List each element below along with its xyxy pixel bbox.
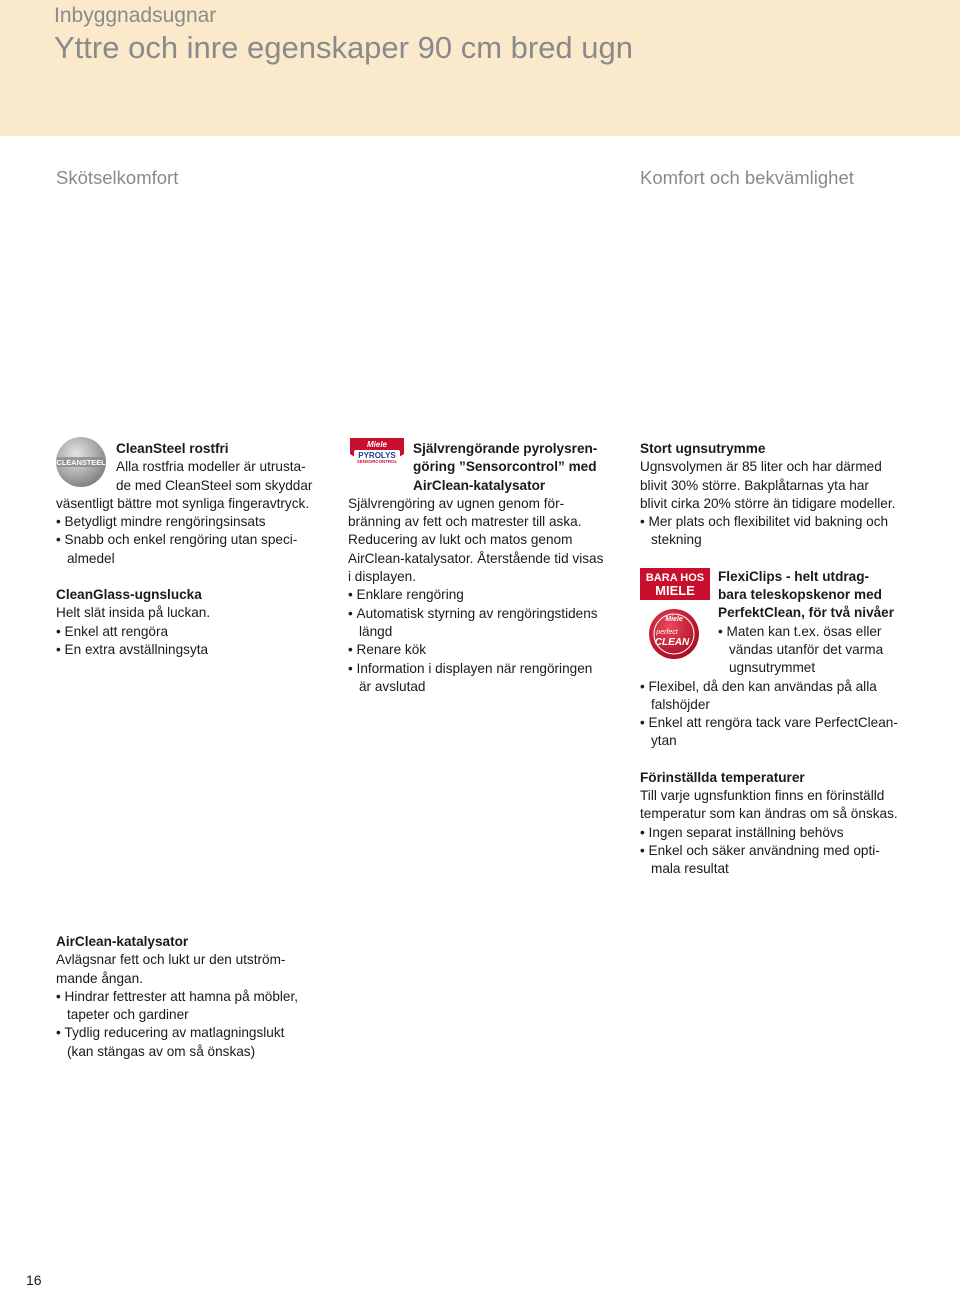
cleansteel-heading: CleanSteel rostfri <box>116 441 229 456</box>
pyrolysis-heading-3: AirClean-katalysator <box>413 477 546 493</box>
pyrolysis-heading-2: göring ”Sensorcontrol” med <box>413 459 597 475</box>
bullet-continuation: längd <box>359 623 393 639</box>
bullet-item: • Renare kök <box>348 641 618 659</box>
airclean-text-1: Avlägsnar fett och lukt ur den utström- <box>56 952 286 968</box>
perfect-clean-miele-text: Miele <box>665 616 683 623</box>
miele-text: MIELE <box>655 583 695 598</box>
bullet-continuation: (kan stängas av om så önskas) <box>67 1043 256 1059</box>
pyrolysis-text-1: Självrengöring av ugnen genom för- <box>348 495 565 511</box>
preset-temperatures-text-1: Till varje ugnsfunktion finns en förinställd <box>640 788 885 804</box>
preset-temperatures-text-2: temperatur som kan ändras om så önskas. <box>640 806 898 822</box>
column-care-comfort <box>56 440 336 659</box>
bullet-item: • Flexibel, då den kan användas på alla <box>640 678 940 696</box>
bullet-continuation: falshöjder <box>651 696 710 712</box>
oven-space-heading: Stort ugnsutrymme <box>640 441 766 456</box>
pyrolysis-text-3: Reducering av lukt och matos genom <box>348 532 573 548</box>
bullet-item: • Snabb och enkel rengöring utan speci- <box>56 531 336 549</box>
bullet-item: • Enklare rengöring <box>348 586 618 604</box>
flexiclips-heading-2: bara teleskopskenor med <box>718 587 882 603</box>
section-heading-right: Komfort och bekvämlighet <box>640 167 854 188</box>
bullet-continuation: tapeter och gardiner <box>67 1007 189 1023</box>
flexiclips-heading-1: FlexiClips - helt utdrag- <box>718 568 870 584</box>
column-pyrolysis <box>348 440 618 696</box>
pyrolysis-text-4: AirClean-katalysator. Återstående tid visas <box>348 550 604 566</box>
bullet-item: • Maten kan t.ex. ösas eller <box>640 623 940 641</box>
bullet-continuation: mala resultat <box>651 861 729 877</box>
cleanglass-heading: CleanGlass-ugnslucka <box>56 587 202 603</box>
pyrolysis-heading-1: Självrengörande pyrolysren- <box>413 441 598 456</box>
cleanglass-text: Helt slät insida på luckan. <box>56 605 211 621</box>
bullet-continuation: ugnsutrymmet <box>729 660 816 676</box>
sensorcontrol-wordmark: SENSORCONTROL <box>356 459 398 464</box>
header-kicker: Inbyggnadsugnar <box>54 4 217 27</box>
page-number: 16 <box>26 1272 42 1288</box>
bullet-item: • Information i displayen när rengöringen <box>348 660 618 678</box>
bullet-item: • Ingen separat inställning behövs <box>640 824 940 842</box>
oven-space-text-3: blivit cirka 20% större än tidigare modeller. <box>640 495 896 511</box>
bullet-continuation: vändas utanför det varma <box>729 641 884 657</box>
oven-space-text-2: blivit 30% större. Bakplåtarnas yta har <box>640 477 869 493</box>
airclean-heading: AirClean-katalysator <box>56 934 189 949</box>
cleansteel-text-3: väsentligt bättre mot synliga fingeravtryck. <box>56 495 310 511</box>
pyrolysis-text-2: bränning av fett och matrester till aska. <box>348 514 582 530</box>
bullet-item: • Enkel att rengöra tack vare PerfectClean- <box>640 714 940 732</box>
aircl-block <box>56 933 336 1061</box>
bullet-item: • Enkel och säker användning med opti- <box>640 842 940 860</box>
bullet-item: • Automatisk styrning av rengöringstidens <box>348 605 618 623</box>
bara-hos-text: BARA HOS <box>645 572 705 584</box>
page-header <box>0 0 960 136</box>
bullet-item: • Tydlig reducering av matlagningslukt <box>56 1024 336 1042</box>
bullet-item: • Betydligt mindre rengöringsinsats <box>56 513 336 531</box>
cleansteel-text-2: de med CleanSteel som skyddar <box>116 477 313 493</box>
page-title: Yttre och inre egenskaper 90 cm bred ugn <box>54 30 634 65</box>
cleansteel-text-1: Alla rostfria modeller är utrusta- <box>116 459 306 475</box>
cleansteel-logo-text: CLEANSTEEL <box>56 458 106 467</box>
miele-wordmark: Miele <box>366 440 388 449</box>
clean-text: CLEAN <box>654 637 690 648</box>
airclean-text-2: mande ångan. <box>56 970 143 986</box>
bullet-item: • Hindrar fettrester att hamna på möbler, <box>56 988 336 1006</box>
bullet-item: • Enkel att rengöra <box>56 623 336 641</box>
bullet-continuation: ytan <box>651 733 677 749</box>
oven-space-text-1: Ugnsvolymen är 85 liter och har därmed <box>640 459 882 475</box>
bullet-item: • En extra avställningsyta <box>56 641 336 659</box>
column-comfort <box>640 440 940 879</box>
bullet-continuation: stekning <box>651 532 702 548</box>
bullet-item: • Mer plats och flexibilitet vid bakning och <box>640 513 940 531</box>
pyrolysis-text-5: i displayen. <box>348 569 417 585</box>
perfect-text: perfect <box>656 629 678 636</box>
pyrolys-wordmark: PYROLYS <box>358 451 396 460</box>
bullet-continuation: är avslutad <box>359 678 426 694</box>
section-heading-left: Skötselkomfort <box>56 167 179 188</box>
bullet-continuation: almedel <box>67 550 115 566</box>
flexiclips-heading-3: PerfektClean, för två nivåer <box>718 605 895 621</box>
preset-temperatures-heading: Förinställda temperaturer <box>640 769 805 785</box>
